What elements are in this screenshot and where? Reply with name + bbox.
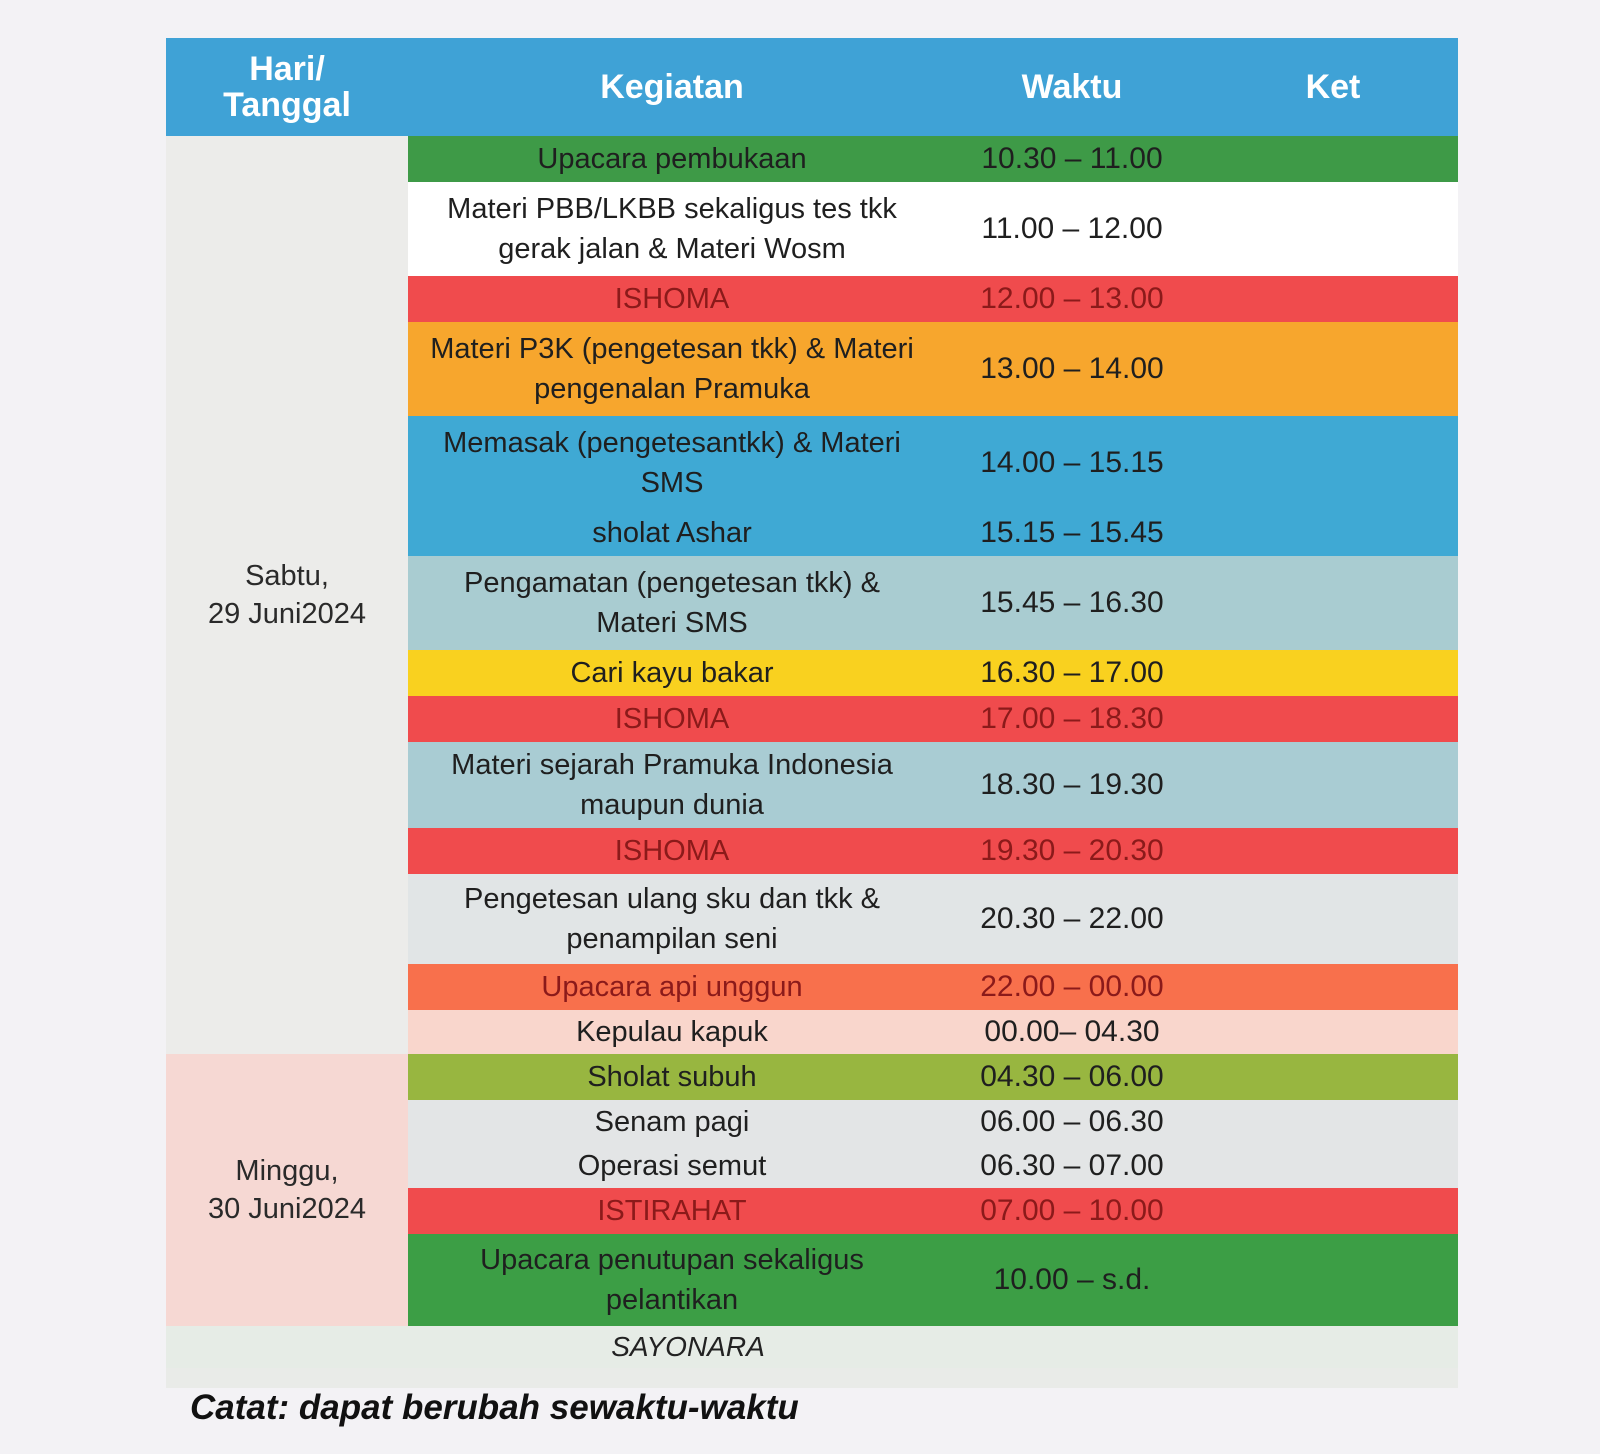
activity-cell: Sholat subuh bbox=[408, 1054, 936, 1100]
note-cell bbox=[1208, 1188, 1458, 1234]
time-cell: 16.30 – 17.00 bbox=[936, 650, 1208, 696]
note-cell bbox=[1208, 650, 1458, 696]
time-cell: 18.30 – 19.30 bbox=[936, 742, 1208, 828]
footer-note-cell bbox=[1208, 1326, 1458, 1368]
activity-cell: Materi P3K (pengetesan tkk) & Materi pengenalan Pramuka bbox=[408, 322, 936, 416]
note-cell bbox=[1208, 136, 1458, 182]
time-cell: 13.00 – 14.00 bbox=[936, 322, 1208, 416]
time-cell: 12.00 – 13.00 bbox=[936, 276, 1208, 322]
time-cell: 06.30 – 07.00 bbox=[936, 1144, 1208, 1188]
time-cell: 04.30 – 06.00 bbox=[936, 1054, 1208, 1100]
activity-cell: ISHOMA bbox=[408, 696, 936, 742]
note-cell bbox=[1208, 322, 1458, 416]
time-cell: 10.30 – 11.00 bbox=[936, 136, 1208, 182]
day-cell: Sabtu, 29 Juni2024 bbox=[166, 136, 408, 1054]
activity-cell: Pengamatan (pengetesan tkk) & Materi SMS bbox=[408, 556, 936, 650]
header-time: Waktu bbox=[936, 38, 1208, 136]
activity-cell: Senam pagi bbox=[408, 1100, 936, 1144]
schedule-table bbox=[166, 38, 1458, 1368]
activity-cell: Materi sejarah Pramuka Indonesia maupun dunia bbox=[408, 742, 936, 828]
day-cell: Minggu, 30 Juni2024 bbox=[166, 1054, 408, 1326]
note-cell bbox=[1208, 1100, 1458, 1144]
activity-cell: Upacara penutupan sekaligus pelantikan bbox=[408, 1234, 936, 1326]
note-cell bbox=[1208, 1010, 1458, 1054]
time-cell: 19.30 – 20.30 bbox=[936, 828, 1208, 874]
time-cell: 15.15 – 15.45 bbox=[936, 510, 1208, 556]
time-cell: 17.00 – 18.30 bbox=[936, 696, 1208, 742]
note-cell bbox=[1208, 964, 1458, 1010]
footer-row bbox=[166, 1326, 1458, 1368]
activity-cell: ISHOMA bbox=[408, 276, 936, 322]
activity-cell: Upacara pembukaan bbox=[408, 136, 936, 182]
schedule-row bbox=[166, 1054, 1458, 1100]
activity-cell: Pengetesan ulang sku dan tkk & penampilan seni bbox=[408, 874, 936, 964]
note-cell bbox=[1208, 1144, 1458, 1188]
note-cell bbox=[1208, 742, 1458, 828]
note-cell bbox=[1208, 1234, 1458, 1326]
activity-cell: ISHOMA bbox=[408, 828, 936, 874]
header-note: Ket bbox=[1208, 38, 1458, 136]
note-cell bbox=[1208, 276, 1458, 322]
time-cell: 10.00 – s.d. bbox=[936, 1234, 1208, 1326]
schedule-body bbox=[166, 136, 1458, 1368]
activity-cell: Cari kayu bakar bbox=[408, 650, 936, 696]
note-cell bbox=[1208, 182, 1458, 276]
time-cell: 00.00– 04.30 bbox=[936, 1010, 1208, 1054]
activity-cell: Operasi semut bbox=[408, 1144, 936, 1188]
note-cell bbox=[1208, 556, 1458, 650]
time-cell: 07.00 – 10.00 bbox=[936, 1188, 1208, 1234]
note-cell bbox=[1208, 828, 1458, 874]
time-cell: 15.45 – 16.30 bbox=[936, 556, 1208, 650]
sayonara-cell: SAYONARA bbox=[408, 1326, 1208, 1368]
activity-cell: Upacara api unggun bbox=[408, 964, 936, 1010]
note-cell bbox=[1208, 1054, 1458, 1100]
time-cell: 11.00 – 12.00 bbox=[936, 182, 1208, 276]
activity-cell: Memasak (pengetesantkk) & Materi SMS bbox=[408, 416, 936, 510]
header-day: Hari/ Tanggal bbox=[166, 38, 408, 136]
activity-cell: ISTIRAHAT bbox=[408, 1188, 936, 1234]
time-cell: 20.30 – 22.00 bbox=[936, 874, 1208, 964]
activity-cell: sholat Ashar bbox=[408, 510, 936, 556]
change-note: Catat: dapat berubah sewaktu-waktu bbox=[190, 1388, 799, 1427]
note-cell bbox=[1208, 874, 1458, 964]
activity-cell: Materi PBB/LKBB sekaligus tes tkk gerak jalan & Materi Wosm bbox=[408, 182, 936, 276]
header-row bbox=[166, 38, 1458, 136]
note-cell bbox=[1208, 696, 1458, 742]
schedule-row bbox=[166, 136, 1458, 182]
time-cell: 22.00 – 00.00 bbox=[936, 964, 1208, 1010]
time-cell: 14.00 – 15.15 bbox=[936, 416, 1208, 510]
header-activity: Kegiatan bbox=[408, 38, 936, 136]
time-cell: 06.00 – 06.30 bbox=[936, 1100, 1208, 1144]
note-cell bbox=[1208, 510, 1458, 556]
footer-empty-cell bbox=[166, 1326, 408, 1368]
activity-cell: Kepulau kapuk bbox=[408, 1010, 936, 1054]
note-cell bbox=[1208, 416, 1458, 510]
